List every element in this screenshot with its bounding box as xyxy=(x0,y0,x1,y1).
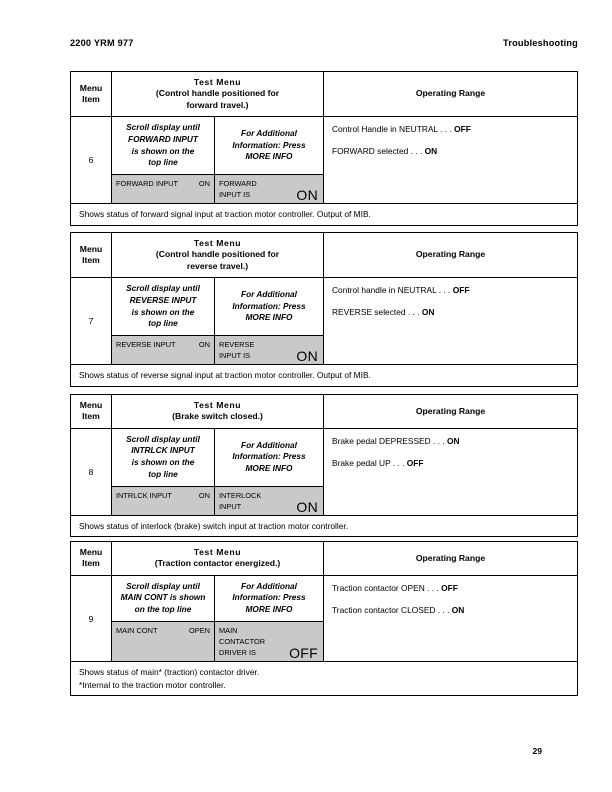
table-note-row xyxy=(71,203,577,224)
display-panel-more-info xyxy=(215,175,323,203)
display-line: INTERLOCK xyxy=(219,490,262,500)
scroll-instruction xyxy=(112,429,215,486)
instruction-row xyxy=(112,429,323,487)
instruction-row xyxy=(112,278,323,336)
header-manual-code: 2200 YRM 977 xyxy=(70,38,134,48)
condition-state: OFF xyxy=(452,285,470,296)
table-reverse-input xyxy=(70,232,578,387)
table-body-row xyxy=(71,278,577,364)
operating-range-condition xyxy=(332,583,571,594)
menu-item-label-line1: Menu xyxy=(79,82,103,93)
instruction-line: Information: Press xyxy=(232,139,306,150)
table-forward-input xyxy=(70,71,578,226)
running-header xyxy=(70,38,578,48)
column-header-test-menu xyxy=(112,395,324,428)
menu-item-label-line2: Item xyxy=(82,94,100,105)
table-body-row xyxy=(71,429,577,515)
test-menu-condition-line2: reverse travel.) xyxy=(186,260,249,271)
note-line: Shows status of forward signal input at traction motor controller. Output of MIB. xyxy=(79,209,371,220)
display-panel-row xyxy=(112,336,323,364)
table-header-row xyxy=(71,395,577,429)
note-footnote: *Internal to the traction motor controller. xyxy=(79,679,226,690)
operating-range-condition xyxy=(332,436,571,447)
instruction-line: INTRLCK INPUT xyxy=(131,445,195,456)
table-note-row xyxy=(71,661,577,694)
condition-text: Brake pedal DEPRESSED . . . xyxy=(332,435,447,446)
column-header-test-menu xyxy=(112,542,324,575)
column-header-test-menu xyxy=(112,72,324,116)
operating-range-condition xyxy=(332,285,571,296)
condition-text: Control Handle in NEUTRAL . . . xyxy=(332,124,455,135)
instruction-line: top line xyxy=(148,469,178,480)
instruction-line: on the top line xyxy=(134,604,192,615)
table-note-row xyxy=(71,364,577,385)
instruction-row xyxy=(112,576,323,622)
condition-text: FORWARD selected . . . xyxy=(332,146,425,157)
instruction-line: Information: Press xyxy=(232,451,306,462)
operating-range-cell xyxy=(324,117,577,203)
instruction-line: Scroll display until xyxy=(126,122,200,133)
condition-text: Control handle in NEUTRAL . . . xyxy=(332,285,453,296)
operating-range-condition xyxy=(332,146,571,157)
display-panel-row xyxy=(112,622,323,661)
instruction-line: FORWARD INPUT xyxy=(128,133,198,144)
instruction-line: Scroll display until xyxy=(126,580,200,591)
display-panel-top-line xyxy=(112,622,215,661)
instruction-line: For Additional xyxy=(241,127,297,138)
note-line: Shows status of main* (traction) contactor driver. xyxy=(79,667,260,678)
display-panel-top-line xyxy=(112,336,215,364)
note-line: Shows status of interlock (brake) switch input at traction motor controller. xyxy=(79,521,349,532)
test-menu-cell xyxy=(112,576,324,662)
display-value: ON xyxy=(198,490,210,500)
instruction-line: MAIN CONT is shown xyxy=(120,592,206,603)
instruction-line: is shown on the xyxy=(131,145,195,156)
scroll-instruction xyxy=(112,278,215,335)
test-menu-cell xyxy=(112,429,324,515)
display-line: MAIN xyxy=(219,626,238,636)
table-header-row xyxy=(71,72,577,117)
table-interlock-input xyxy=(70,394,578,537)
menu-item-cell xyxy=(71,429,112,515)
condition-state: ON xyxy=(446,435,460,446)
operating-range-title: Operating Range xyxy=(415,249,486,260)
column-header-test-menu xyxy=(112,233,324,277)
condition-state: OFF xyxy=(441,582,458,593)
table-header-row xyxy=(71,542,577,576)
operating-range-title: Operating Range xyxy=(415,88,486,99)
operating-range-condition xyxy=(332,458,571,469)
display-panel-top-line xyxy=(112,487,215,515)
instruction-line: is shown on the xyxy=(131,457,195,468)
column-header-operating-range xyxy=(324,395,577,428)
instruction-line: For Additional xyxy=(241,580,297,591)
column-header-menu-item xyxy=(71,542,112,575)
display-value: OPEN xyxy=(189,626,210,636)
menu-item-number: 9 xyxy=(88,613,94,624)
display-line: INPUT xyxy=(219,501,242,511)
test-menu-condition-line1: (Traction contactor energized.) xyxy=(154,558,281,569)
display-line: FORWARD xyxy=(219,179,257,189)
scroll-instruction xyxy=(112,576,215,621)
display-line: CONTACTOR xyxy=(219,637,266,647)
display-label: FORWARD INPUT xyxy=(116,179,178,189)
table-body-row xyxy=(71,576,577,662)
table-body-row xyxy=(71,117,577,203)
test-menu-title: Test Menu xyxy=(193,238,242,248)
condition-text: REVERSE selected . . . xyxy=(332,307,422,318)
operating-range-cell xyxy=(324,576,577,662)
instruction-line: Scroll display until xyxy=(126,433,200,444)
display-label: INTRLCK INPUT xyxy=(116,490,172,500)
operating-range-cell xyxy=(324,429,577,515)
table-note-row xyxy=(71,515,577,536)
condition-text: Brake pedal UP . . . xyxy=(332,458,407,469)
menu-item-label-line1: Menu xyxy=(79,243,103,254)
operating-range-title: Operating Range xyxy=(415,405,486,416)
display-panel-more-info xyxy=(215,487,323,515)
display-value: ON xyxy=(198,340,210,350)
test-menu-title: Test Menu xyxy=(193,547,242,557)
test-menu-cell xyxy=(112,117,324,203)
instruction-line: top line xyxy=(148,318,178,329)
column-header-menu-item xyxy=(71,72,112,116)
menu-item-cell xyxy=(71,576,112,662)
instruction-line: top line xyxy=(148,157,178,168)
display-label: REVERSE INPUT xyxy=(116,340,176,350)
condition-state: OFF xyxy=(454,124,471,135)
display-line: INPUT IS xyxy=(219,190,251,200)
instruction-line: Information: Press xyxy=(232,300,306,311)
menu-item-label-line1: Menu xyxy=(79,547,103,557)
display-line: REVERSE xyxy=(219,340,255,350)
display-panel-more-info xyxy=(215,336,323,364)
instruction-line: MORE INFO xyxy=(245,604,293,615)
more-info-instruction xyxy=(215,117,323,174)
test-menu-condition-line1: (Brake switch closed.) xyxy=(172,411,263,422)
display-line: INPUT IS xyxy=(219,351,251,361)
display-panel-more-info xyxy=(215,622,323,661)
operating-range-condition xyxy=(332,307,571,318)
column-header-operating-range xyxy=(324,72,577,116)
more-info-instruction xyxy=(215,429,323,486)
menu-item-label-line2: Item xyxy=(82,255,100,266)
column-header-operating-range xyxy=(324,542,577,575)
instruction-line: For Additional xyxy=(241,288,297,299)
condition-state: ON xyxy=(421,307,435,318)
operating-range-cell xyxy=(324,278,577,364)
menu-item-number: 6 xyxy=(88,155,94,166)
display-label: MAIN CONT xyxy=(116,626,158,636)
test-menu-title: Test Menu xyxy=(193,400,242,410)
menu-item-label-line2: Item xyxy=(82,411,100,422)
condition-state: OFF xyxy=(406,458,424,469)
display-value: ON xyxy=(198,179,210,189)
instruction-line: MORE INFO xyxy=(245,151,293,162)
menu-item-cell xyxy=(71,117,112,203)
instruction-line: MORE INFO xyxy=(245,463,293,474)
operating-range-condition xyxy=(332,124,571,135)
instruction-line: Information: Press xyxy=(232,592,306,603)
menu-item-number: 7 xyxy=(88,316,94,327)
test-menu-condition-line1: (Control handle positioned for xyxy=(155,249,280,260)
display-status-value: ON xyxy=(296,348,318,365)
condition-state: ON xyxy=(451,605,465,616)
display-status-value: OFF xyxy=(289,645,318,662)
display-status-value: ON xyxy=(296,187,318,204)
instruction-line: REVERSE INPUT xyxy=(129,294,197,305)
condition-text: Traction contactor OPEN . . . xyxy=(332,582,442,593)
scroll-instruction xyxy=(112,117,215,174)
menu-item-cell xyxy=(71,278,112,364)
display-panel-top-line xyxy=(112,175,215,203)
table-header-row xyxy=(71,233,577,278)
note-line: Shows status of reverse signal input at traction motor controller. Output of MIB. xyxy=(79,370,371,381)
test-menu-title: Test Menu xyxy=(193,77,242,87)
instruction-row xyxy=(112,117,323,175)
instruction-line: MORE INFO xyxy=(245,312,293,323)
operating-range-title: Operating Range xyxy=(415,552,486,563)
instruction-line: For Additional xyxy=(241,439,297,450)
display-panel-row xyxy=(112,175,323,203)
header-section-title: Troubleshooting xyxy=(503,38,578,48)
menu-item-label-line1: Menu xyxy=(79,400,103,410)
more-info-instruction xyxy=(215,576,323,621)
instruction-line: is shown on the xyxy=(131,306,195,317)
condition-state: ON xyxy=(424,146,438,157)
column-header-operating-range xyxy=(324,233,577,277)
test-menu-condition-line1: (Control handle positioned for xyxy=(155,88,280,99)
table-main-contactor xyxy=(70,541,578,696)
page-number: 29 xyxy=(532,746,542,756)
instruction-line: Scroll display until xyxy=(126,283,200,294)
menu-item-number: 8 xyxy=(88,466,94,477)
display-status-value: ON xyxy=(296,499,318,516)
display-line: DRIVER IS xyxy=(219,648,256,658)
more-info-instruction xyxy=(215,278,323,335)
display-panel-row xyxy=(112,487,323,515)
menu-item-label-line2: Item xyxy=(82,558,100,569)
test-menu-condition-line2: forward travel.) xyxy=(186,99,249,110)
column-header-menu-item xyxy=(71,233,112,277)
column-header-menu-item xyxy=(71,395,112,428)
test-menu-cell xyxy=(112,278,324,364)
condition-text: Traction contactor CLOSED . . . xyxy=(332,605,452,616)
operating-range-condition xyxy=(332,605,571,616)
